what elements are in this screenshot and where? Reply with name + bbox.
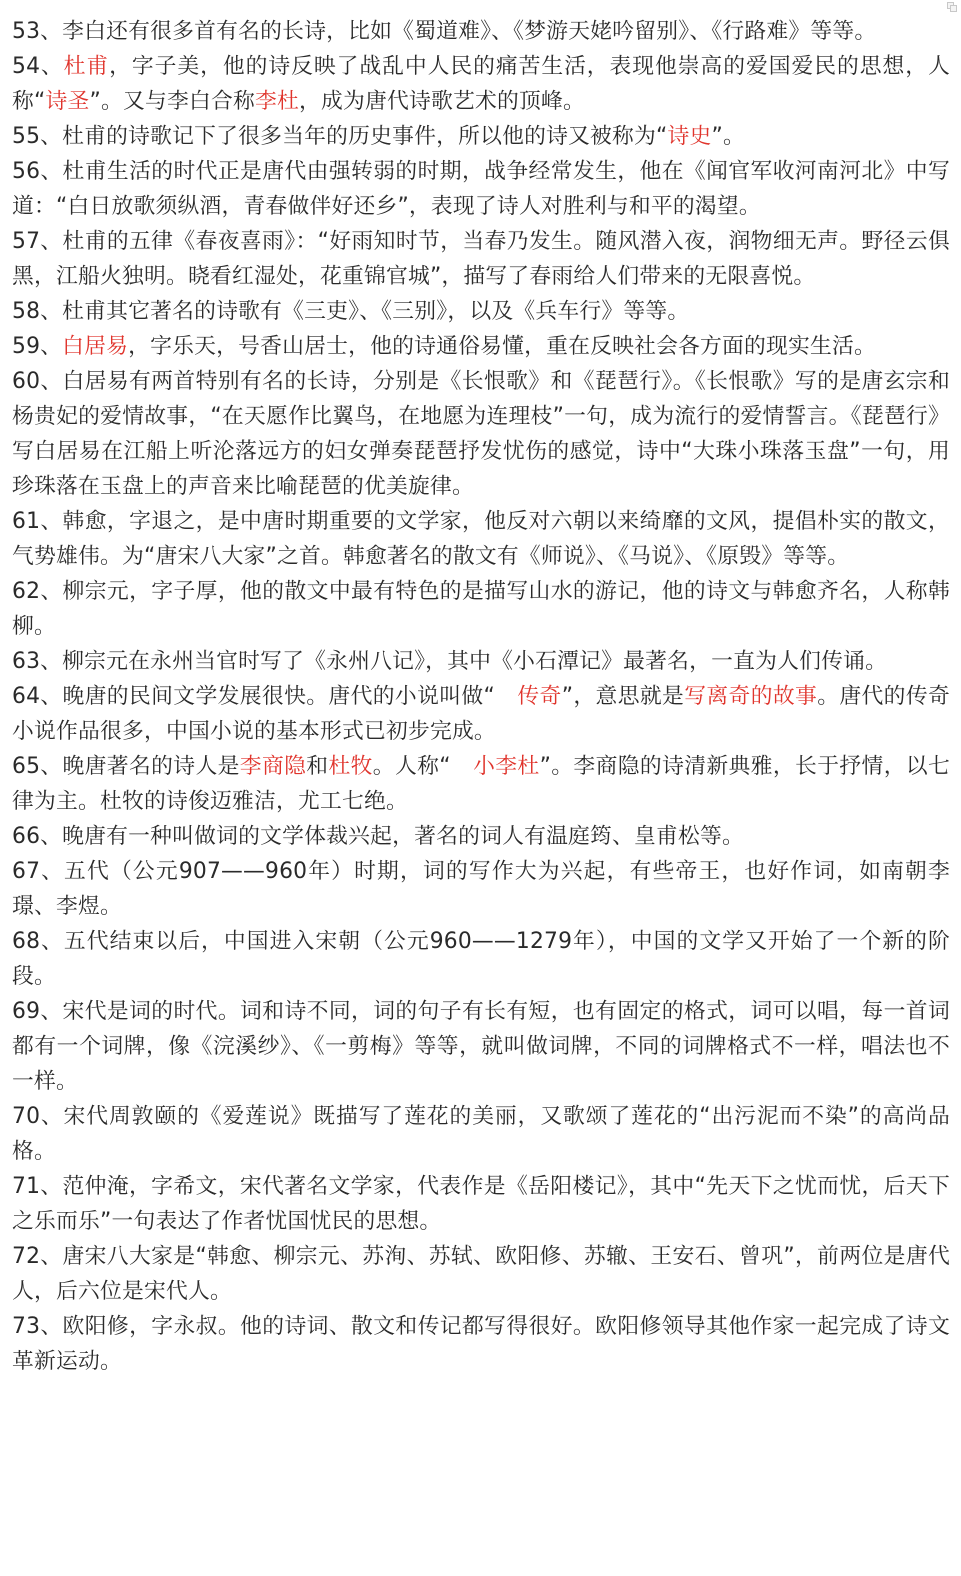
item-text: 54、	[12, 54, 64, 79]
highlight-term: 李商隐	[239, 754, 307, 779]
highlight-term: 小李杜	[473, 754, 540, 779]
list-item	[12, 1239, 950, 1309]
list-item	[12, 644, 950, 679]
list-item	[12, 119, 950, 154]
list-item	[12, 14, 950, 49]
item-text: ，成为唐代诗歌艺术的顶峰。	[298, 89, 585, 114]
highlight-term: 诗圣	[45, 89, 90, 114]
item-text: 56、杜甫生活的时代正是唐代由强转弱的时期，战争经常发生，他在《闻官军收河南河北》中写道：“白日放歌须纵酒，青春做伴好还乡”，表现了诗人对胜利与和平的渴望。	[12, 159, 950, 219]
item-text: 65、晚唐著名的诗人是	[12, 754, 240, 779]
highlight-term: 诗史	[667, 124, 712, 149]
item-text: 和	[306, 754, 329, 779]
item-text: 64、晚唐的民间文学发展很快。唐代的小说叫做“	[12, 684, 518, 709]
item-text: 70、宋代周敦颐的《爱莲说》既描写了莲花的美丽，又歌颂了莲花的“出污泥而不染”的高尚品格。	[12, 1104, 950, 1164]
item-text: 。人称“	[372, 754, 474, 779]
item-text: ”。	[711, 124, 746, 149]
item-text: 61、韩愈，字退之，是中唐时期重要的文学家，他反对六朝以来绮靡的文风，提倡朴实的散文，气势雄伟。为“唐宋八大家”之首。韩愈著名的散文有《师说》、《马说》、《原毁》等等。	[12, 509, 950, 569]
highlight-term: 杜牧	[328, 754, 373, 779]
item-text: 53、李白还有很多首有名的长诗，比如《蜀道难》、《梦游天姥吟留别》、《行路难》等等。	[12, 19, 877, 44]
list-item	[12, 994, 950, 1099]
list-item	[12, 1099, 950, 1169]
list-item	[12, 364, 950, 504]
list-item	[12, 1169, 950, 1239]
item-text: 58、杜甫其它著名的诗歌有《三吏》、《三别》，以及《兵车行》等等。	[12, 299, 690, 324]
item-text: 69、宋代是词的时代。词和诗不同，词的句子有长有短，也有固定的格式，词可以唱，每一首词都有一个词牌，像《浣溪纱》、《一剪梅》等等，就叫做词牌，不同的词牌格式不一样，唱法也不一样。	[12, 999, 950, 1094]
item-text: 。唐代的传奇小说作品很多，中国小说的基本形式已初步完成。	[12, 684, 950, 744]
list-item	[12, 854, 950, 924]
highlight-term: 传奇	[517, 684, 562, 709]
item-text: 60、白居易有两首特别有名的长诗，分别是《长恨歌》和《琵琶行》。《长恨歌》写的是唐玄宗和杨贵妃的爱情故事，“在天愿作比翼鸟，在地愿为连理枝”一句，成为流行的爱情誓言。《琵琶行》写白居易在江船上听沦落远方的妇女弹奏琵琶抒发忧伤的感觉，诗中“大珠小珠落玉盘”一句，用珍珠落在玉盘上的声音来比喻琵琶的优美旋律。	[12, 369, 950, 499]
item-text: 73、欧阳修，字永叔。他的诗词、散文和传记都写得很好。欧阳修领导其他作家一起完成了诗文革新运动。	[12, 1314, 950, 1374]
item-text: 57、杜甫的五律《春夜喜雨》：“好雨知时节，当春乃发生。随风潜入夜，润物细无声。野径云俱黑，江船火独明。晓看红湿处，花重锦官城”，描写了春雨给人们带来的无限喜悦。	[12, 229, 950, 289]
item-text: 55、杜甫的诗歌记下了很多当年的历史事件，所以他的诗又被称为“	[12, 124, 668, 149]
document-body	[12, 14, 950, 1379]
item-text: 66、晚唐有一种叫做词的文学体裁兴起，著名的词人有温庭筠、皇甫松等。	[12, 824, 745, 849]
list-item	[12, 819, 950, 854]
list-item	[12, 749, 950, 819]
item-text: ，字乐天，号香山居士，他的诗通俗易懂，重在反映社会各方面的现实生活。	[128, 334, 877, 359]
item-text: 72、唐宋八大家是“韩愈、柳宗元、苏洵、苏轼、欧阳修、苏辙、王安石、曾巩”，前两位是唐代人，后六位是宋代人。	[12, 1244, 950, 1304]
item-text: 59、	[12, 334, 63, 359]
item-text: ”。又与李白合称	[89, 89, 255, 114]
highlight-term: 写离奇的故事	[684, 684, 818, 709]
item-text: ”。李商隐的诗清新典雅，长于抒情，以七律为主。杜牧的诗俊迈雅洁，尤工七绝。	[12, 754, 951, 814]
list-item	[12, 1309, 950, 1379]
list-item	[12, 224, 950, 294]
item-text: 63、柳宗元在永州当官时写了《永州八记》，其中《小石潭记》最著名，一直为人们传诵。	[12, 649, 888, 674]
corner-mark-icon	[947, 2, 957, 12]
highlight-term: 杜甫	[63, 54, 110, 79]
list-item	[12, 329, 950, 364]
item-text: 67、五代（公元907——960年）时期，词的写作大为兴起，有些帝王，也好作词，如南朝李璟、李煜。	[12, 859, 950, 919]
list-item	[12, 294, 950, 329]
list-item	[12, 924, 950, 994]
item-text: ”，意思就是	[561, 684, 685, 709]
item-text: 71、范仲淹，字希文，宋代著名文学家，代表作是《岳阳楼记》，其中“先天下之忧而忧，后天下之乐而乐”一句表达了作者忧国忧民的思想。	[12, 1174, 950, 1234]
list-item	[12, 679, 950, 749]
highlight-term: 李杜	[254, 89, 299, 114]
item-text: 62、柳宗元，字子厚，他的散文中最有特色的是描写山水的游记，他的诗文与韩愈齐名，人称韩柳。	[12, 579, 950, 639]
list-item	[12, 504, 950, 574]
list-item	[12, 154, 950, 224]
list-item	[12, 574, 950, 644]
item-text: 68、五代结束以后，中国进入宋朝（公元960——1279年），中国的文学又开始了一个新的阶段。	[12, 929, 950, 989]
item-text: ，字子美，他的诗反映了战乱中人民的痛苦生活，表现他崇高的爱国爱民的思想，人称“	[12, 54, 950, 114]
highlight-term: 白居易	[62, 334, 129, 359]
list-item	[12, 49, 950, 119]
